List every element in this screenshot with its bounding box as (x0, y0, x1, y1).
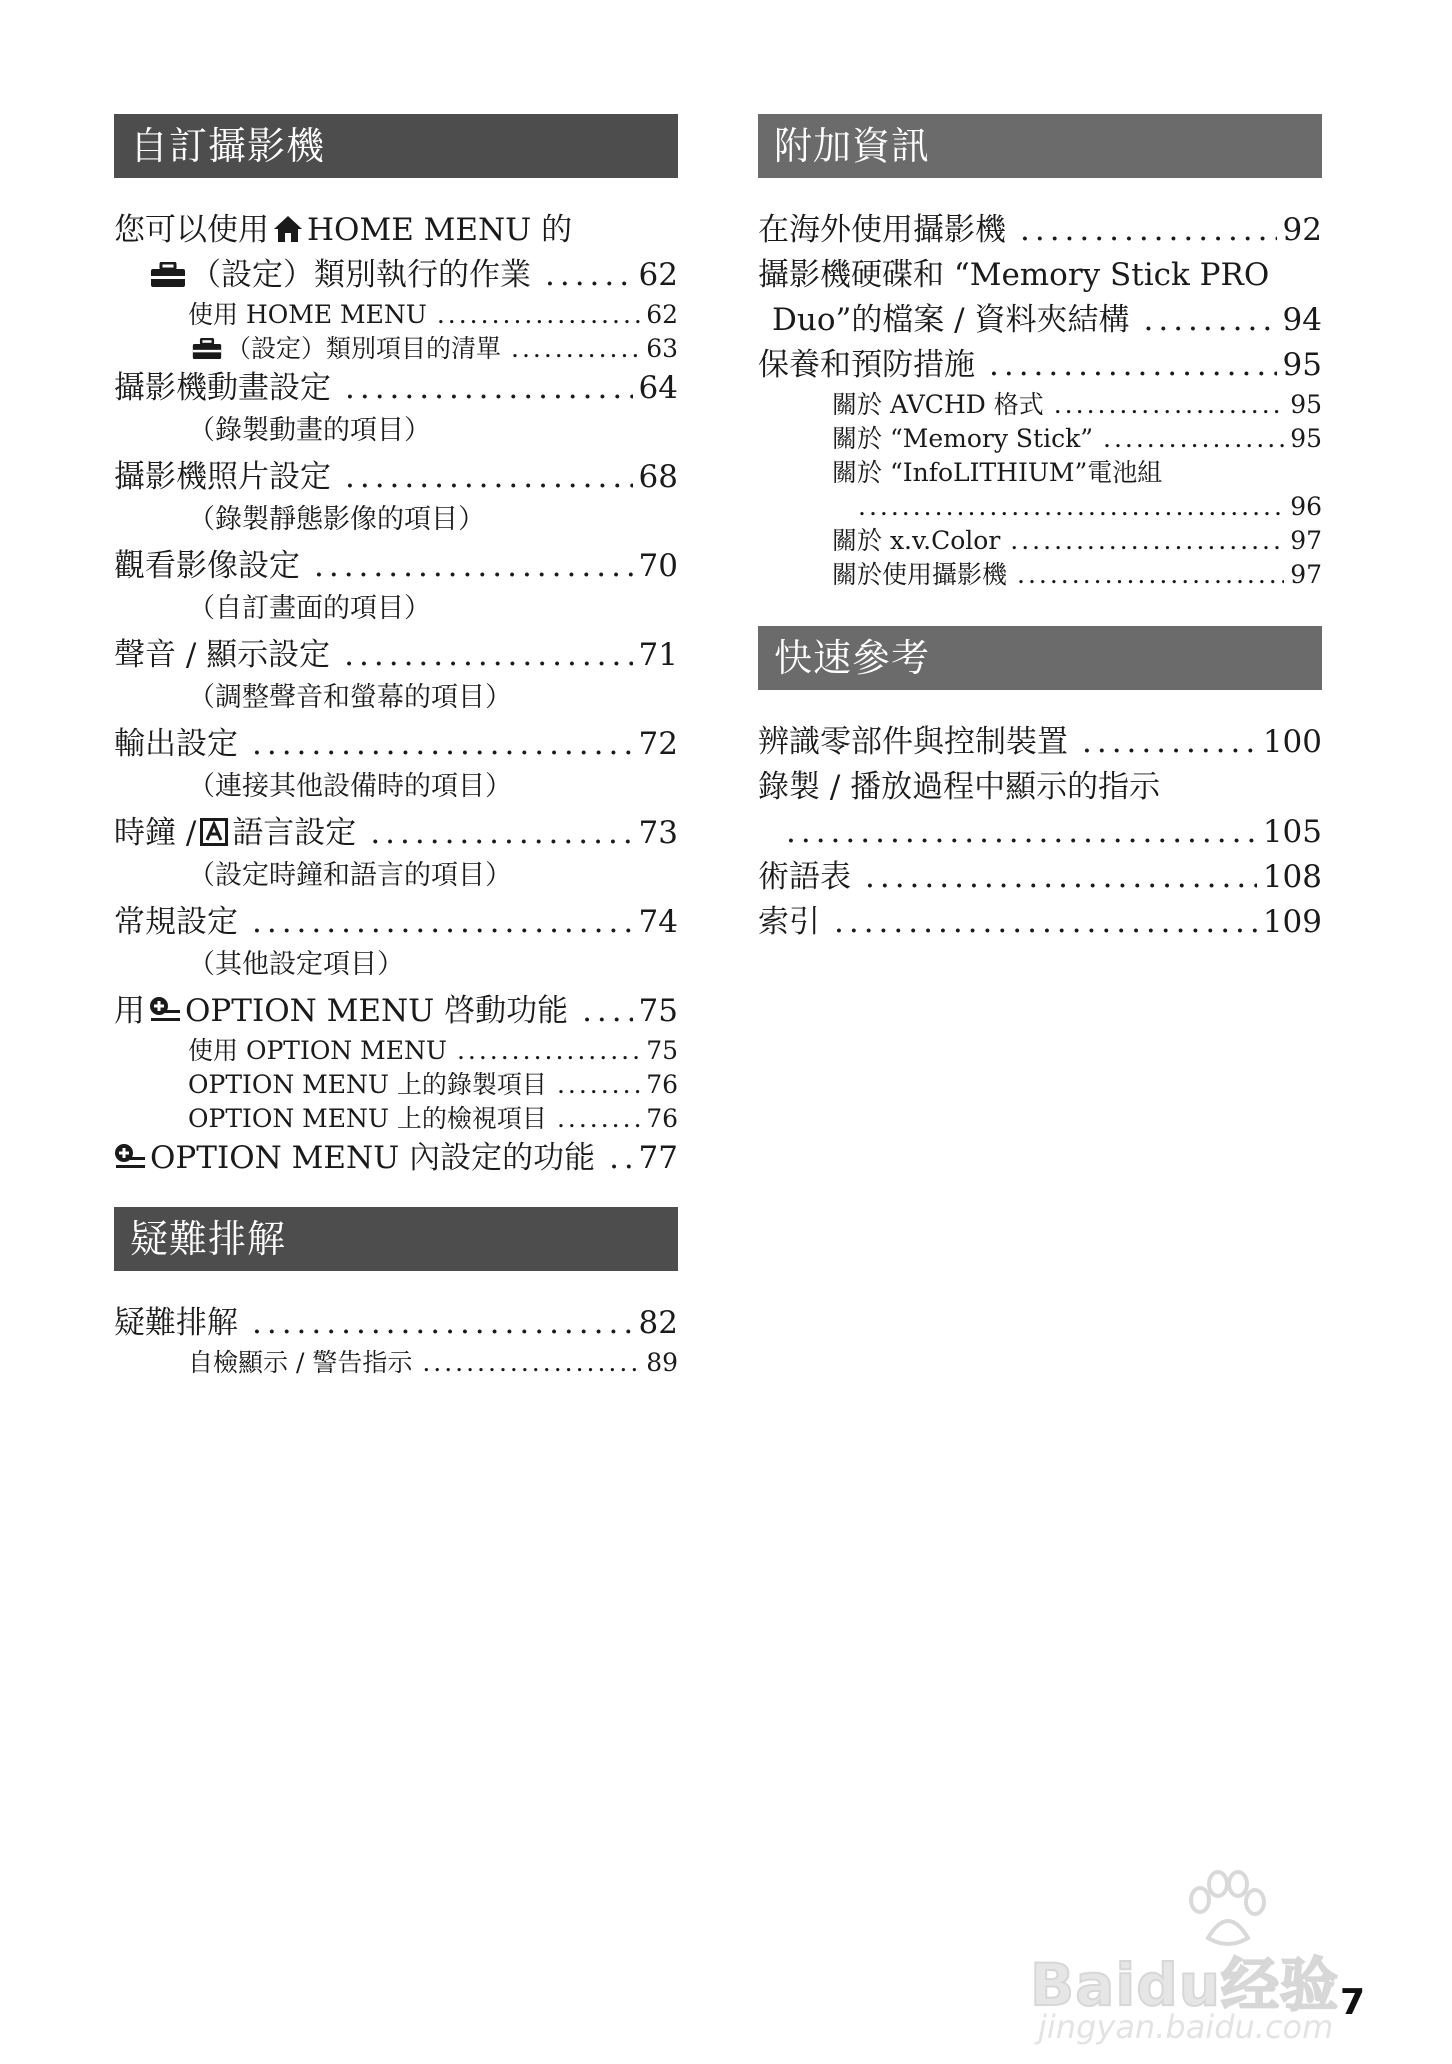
leader-dots (989, 343, 1277, 388)
toc-note-sound: （調整聲音和螢幕的項目） (188, 682, 512, 713)
toc-subentry-infolithium-line2[interactable] (758, 490, 1322, 524)
toolbox-icon (150, 256, 186, 298)
toc-note-output: （連接其他設備時的項目） (188, 771, 512, 802)
toc-entry-movie-settings[interactable]: 攝影機動畫設定 ..... 64 (114, 366, 678, 411)
section-header-additional-info (758, 114, 1322, 178)
toc-entry-clock-language[interactable]: 時鐘 / 語言設定 ..... 73 (114, 811, 678, 856)
leader-dots (345, 455, 633, 500)
leader-dots (865, 855, 1257, 900)
page-ref: 100 (1262, 724, 1322, 760)
toc-entry-indicators-line2[interactable] (758, 810, 1322, 855)
leader-dots (1143, 298, 1276, 343)
toc-entry-maintenance[interactable]: 保養和預防措施 ..... 95 (758, 343, 1322, 388)
leader-dots (511, 332, 640, 366)
leader-dots (545, 253, 633, 298)
page-ref: 97 (1290, 526, 1322, 555)
toc-subentry-using-camera[interactable]: 關於使用攝影機 ..... 97 (758, 558, 1322, 592)
toc-note-movie: （錄製動畫的項目） (188, 415, 431, 446)
leader-dots (609, 1136, 632, 1181)
leader-dots (582, 989, 632, 1034)
option-menu-icon (149, 992, 181, 1034)
section-title: 自訂攝影機 (130, 124, 326, 168)
toc-note-view: （自訂畫面的項目） (188, 593, 431, 624)
leader-dots (557, 1102, 640, 1136)
leader-dots (345, 366, 633, 411)
page-ref: 64 (638, 370, 678, 406)
watermark-brand: Baidu经验 (1030, 1951, 1340, 2019)
leader-dots (370, 811, 632, 856)
toc-note-clock: （設定時鐘和語言的項目） (188, 860, 512, 891)
toc-entry-photo-settings[interactable]: 攝影機照片設定 ..... 68 (114, 455, 678, 500)
option-menu-icon (114, 1139, 146, 1181)
page-ref: 96 (1290, 492, 1322, 521)
right-column (758, 114, 1322, 945)
home-icon (273, 211, 303, 256)
leader-dots (422, 1346, 640, 1380)
page-ref: 73 (638, 815, 678, 851)
leader-dots (252, 722, 633, 767)
page-ref: 95 (1290, 424, 1322, 453)
toc-entry-parts[interactable]: 辨識零部件與控制裝置 ..... 100 (758, 720, 1322, 765)
baidu-watermark (1030, 1850, 1360, 2050)
leader-dots (457, 1034, 640, 1068)
toc-subentry-option-use[interactable]: 使用 OPTION MENU ..... 75 (114, 1034, 678, 1068)
page-ref: 97 (1290, 560, 1322, 589)
section-title: 疑難排解 (130, 1217, 287, 1261)
toc-subentry-settings-list[interactable]: （設定）類別項目的清單 ..... 63 (114, 332, 678, 366)
toc-entry-output-settings[interactable]: 輸出設定 ..... 72 (114, 722, 678, 767)
leader-dots (314, 544, 633, 589)
page-ref: 70 (638, 548, 678, 584)
toc-subentry-home-use[interactable]: 使用 HOME MENU ..... 62 (114, 298, 678, 332)
watermark-url: jingyan.baidu.com (1038, 2008, 1334, 2046)
leader-dots (1103, 422, 1284, 456)
toc-subentry-xvcolor[interactable]: 關於 x.v.Color ..... 97 (758, 524, 1322, 558)
toc-entry-file-structure-line2[interactable]: Duo”的檔案 / 資料夾結構 ..... 94 (758, 298, 1322, 343)
left-column (114, 114, 678, 1380)
page-ref: 92 (1282, 212, 1322, 248)
leader-dots (252, 900, 633, 945)
toc-entry-troubleshooting[interactable]: 疑難排解 ..... 82 (114, 1301, 678, 1346)
section-header-troubleshooting (114, 1207, 678, 1271)
toc-entry-option-menu[interactable]: 用 OPTION MENU 啓動功能 ..... 75 (114, 989, 678, 1034)
toc-entry-indicators-line1[interactable]: 錄製 / 播放過程中顯示的指示 (758, 769, 1161, 805)
toc-entry-sound-display[interactable]: 聲音 / 顯示設定 ..... 71 (114, 633, 678, 678)
toc-subentry-memory-stick[interactable]: 關於 “Memory Stick” ..... 95 (758, 422, 1322, 456)
page-ref: 76 (646, 1104, 678, 1133)
leader-dots (437, 298, 640, 332)
leader-dots (1054, 388, 1284, 422)
toc-entry-home-menu-line1[interactable]: 您可以使用 HOME MENU 的 (114, 208, 678, 253)
page-ref: 72 (638, 726, 678, 762)
section-header-quick-reference (758, 626, 1322, 690)
toc-subentry-avchd[interactable]: 關於 AVCHD 格式 ..... 95 (758, 388, 1322, 422)
leader-dots (252, 1301, 633, 1346)
toolbox-icon (192, 335, 222, 366)
toc-entry-view-settings[interactable]: 觀看影像設定 ..... 70 (114, 544, 678, 589)
page-ref: 95 (1282, 347, 1322, 383)
toc-entry-home-menu-line2[interactable]: （設定）類別執行的作業 ..... 62 (114, 253, 678, 298)
toc-entry-file-structure-line1[interactable]: 攝影機硬碟和 “Memory Stick PRO (758, 257, 1270, 293)
language-a-icon (200, 814, 228, 856)
page-ref: 71 (638, 637, 678, 673)
toc-subentry-option-view[interactable]: OPTION MENU 上的檢視項目 ..... 76 (114, 1102, 678, 1136)
leader-dots (786, 810, 1257, 855)
page-ref: 74 (638, 904, 678, 940)
leader-dots (858, 490, 1284, 524)
page-ref: 76 (646, 1070, 678, 1099)
section-header-customize (114, 114, 678, 178)
leader-dots (1017, 558, 1284, 592)
page-ref: 62 (646, 300, 678, 329)
page-ref: 108 (1262, 859, 1322, 895)
page-number: 7 (1340, 1982, 1366, 2023)
page-ref: 63 (646, 334, 678, 363)
toc-entry-general-settings[interactable]: 常規設定 ..... 74 (114, 900, 678, 945)
toc-entry-index[interactable]: 索引 ..... 109 (758, 900, 1322, 945)
leader-dots (557, 1068, 640, 1102)
page-ref: 82 (638, 1305, 678, 1341)
page-ref: 94 (1282, 302, 1322, 338)
section-title: 快速參考 (774, 636, 931, 680)
page-ref: 77 (638, 1140, 678, 1176)
toc-entry-glossary[interactable]: 術語表 ..... 108 (758, 855, 1322, 900)
toc-entry-abroad[interactable]: 在海外使用攝影機 ..... 92 (758, 208, 1322, 253)
toc-entry-option-functions[interactable]: OPTION MENU 內設定的功能 ..... 77 (114, 1136, 678, 1181)
page-ref: 68 (638, 459, 678, 495)
page-ref: 75 (638, 993, 678, 1029)
page-ref: 109 (1262, 904, 1322, 940)
toc-note-general: （其他設定項目） (188, 949, 404, 980)
toc-subentry-warning[interactable]: 自檢顯示 / 警告指示 ..... 89 (114, 1346, 678, 1380)
leader-dots (344, 633, 632, 678)
leader-dots (834, 900, 1257, 945)
leader-dots (1010, 524, 1284, 558)
page-ref: 105 (1262, 814, 1322, 850)
page-ref: 89 (646, 1348, 678, 1377)
page-ref: 75 (646, 1036, 678, 1065)
section-title: 附加資訊 (774, 124, 931, 168)
page-ref: 62 (638, 257, 678, 293)
toc-note-photo: （錄製靜態影像的項目） (188, 504, 485, 535)
toc-subentry-option-rec[interactable]: OPTION MENU 上的錄製項目 ..... 76 (114, 1068, 678, 1102)
toc-subentry-infolithium-line1[interactable]: 關於 “InfoLITHIUM”電池組 (832, 458, 1163, 487)
leader-dots (1082, 720, 1257, 765)
page-ref: 95 (1290, 390, 1322, 419)
leader-dots (1020, 208, 1277, 253)
